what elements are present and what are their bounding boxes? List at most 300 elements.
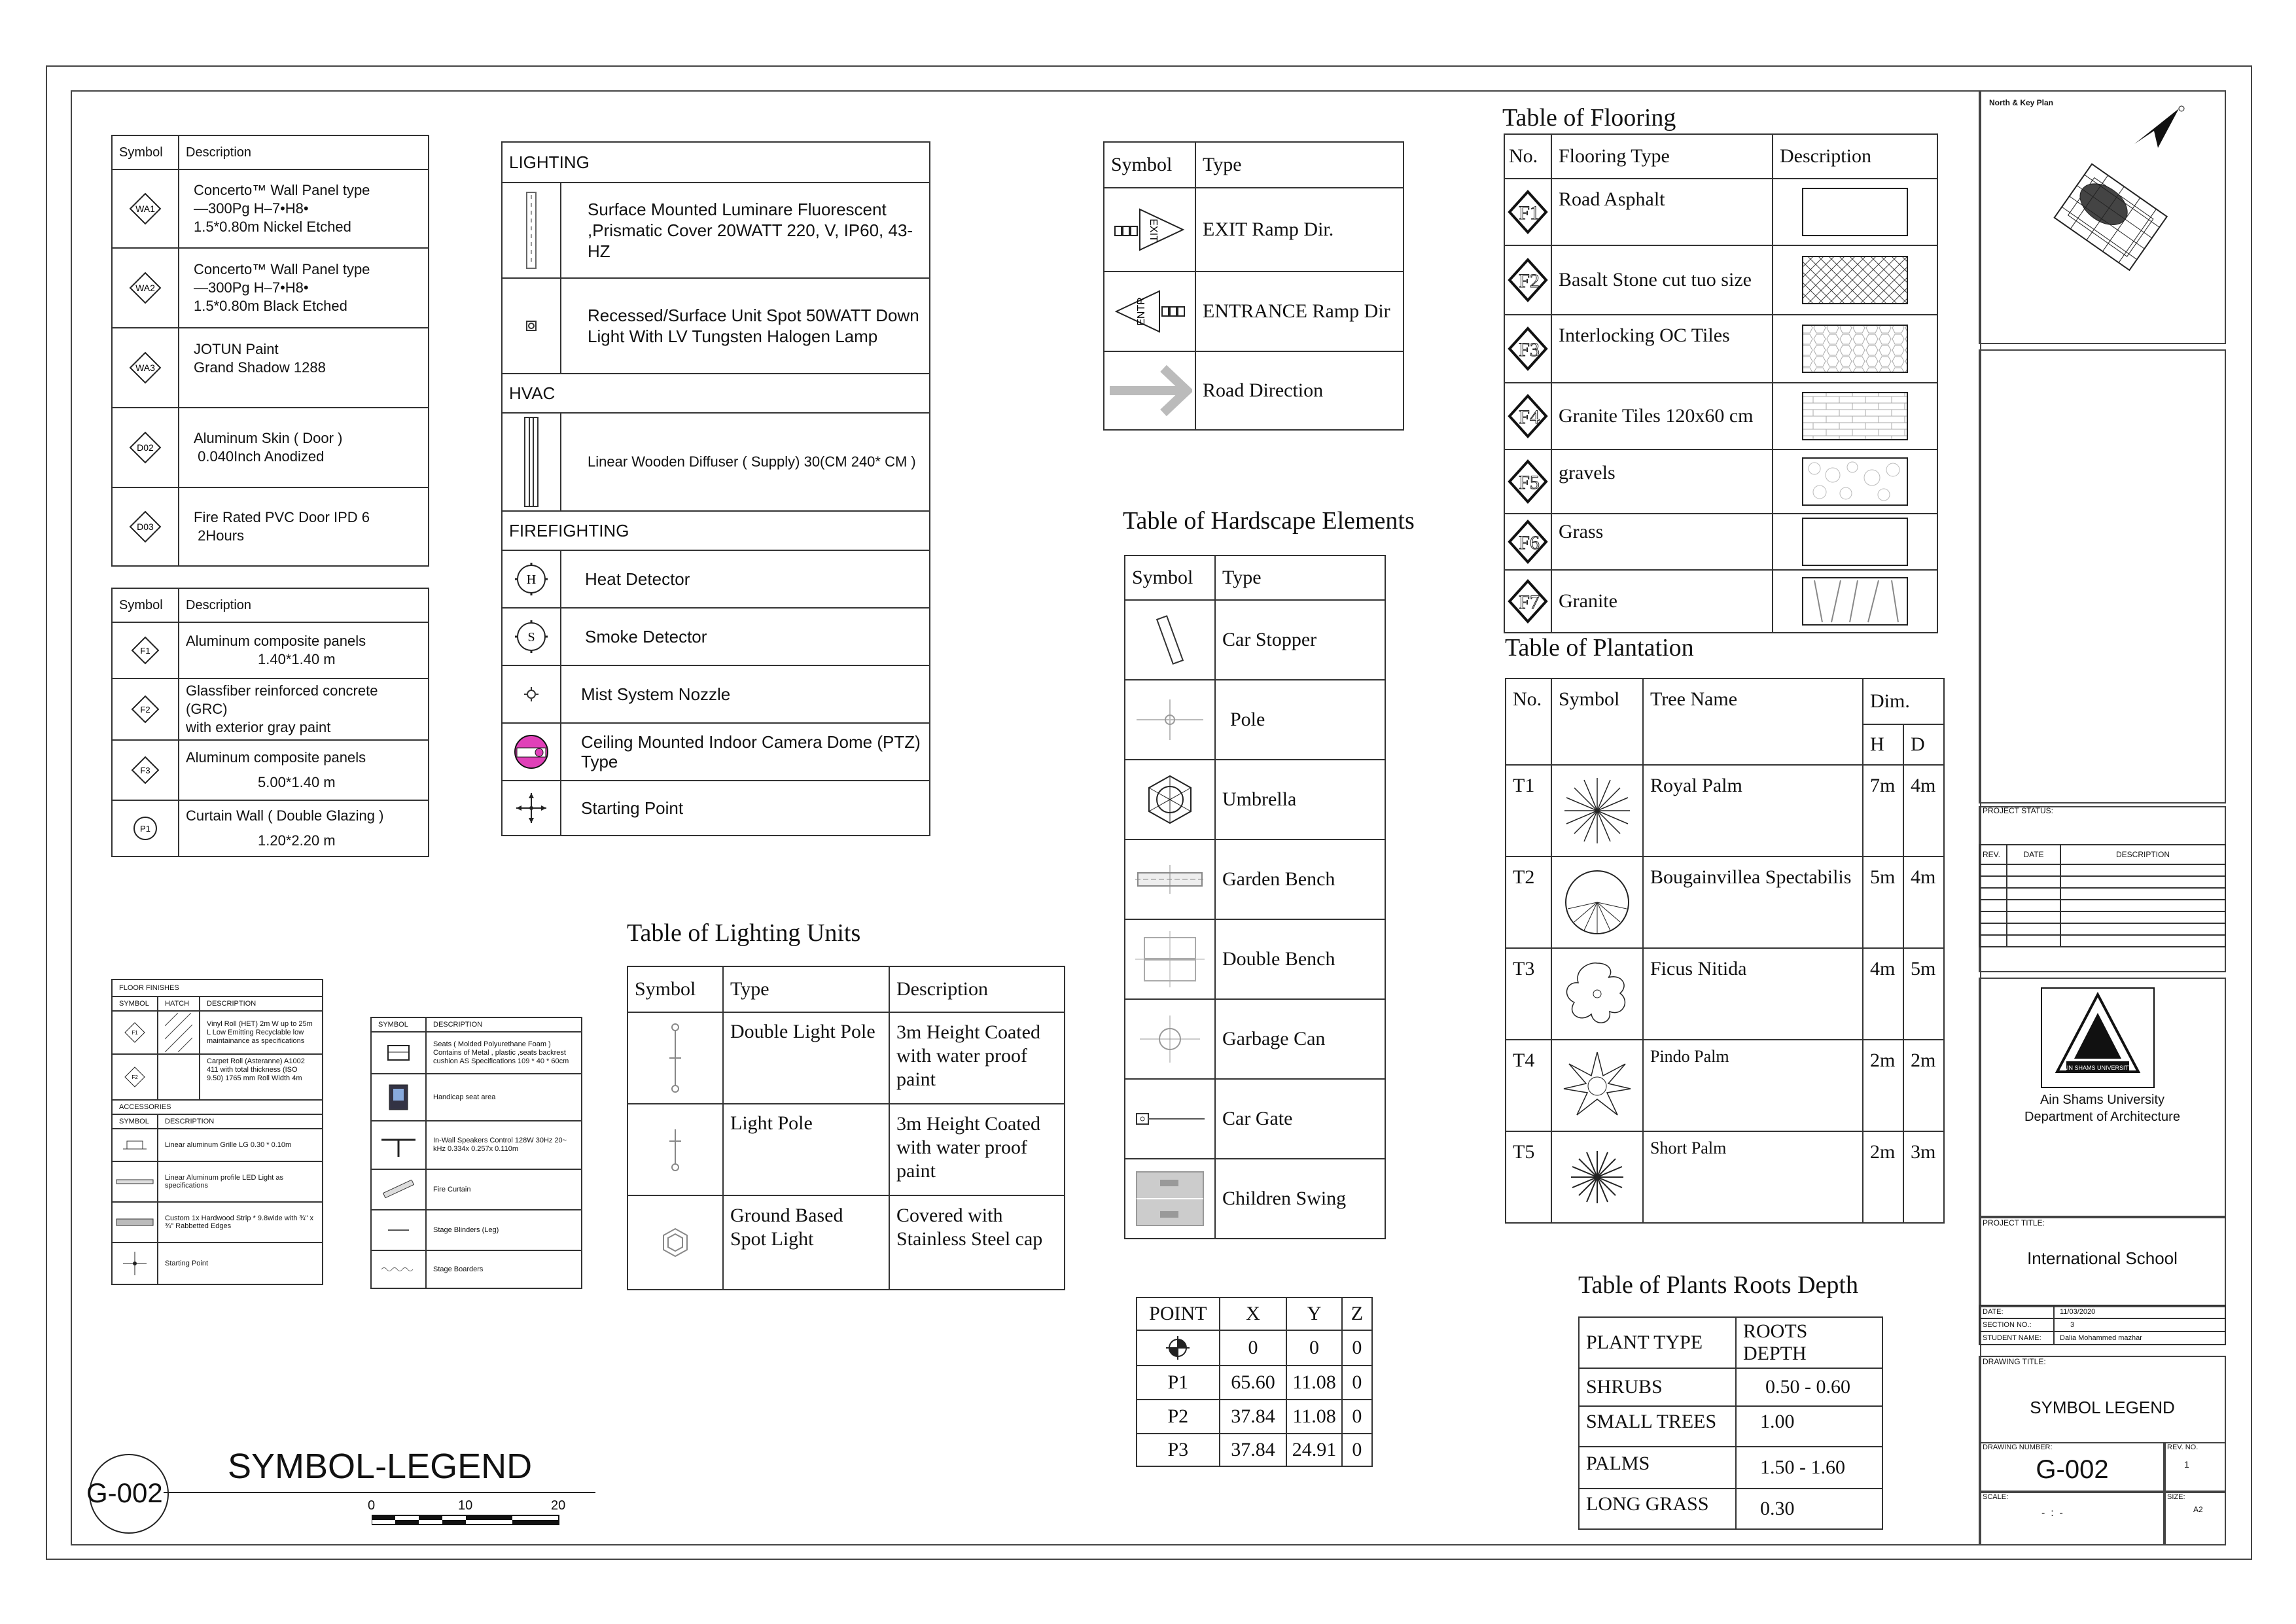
col-rev: REV. <box>1979 845 2007 864</box>
floor-code-marker <box>1504 315 1551 383</box>
grass-swatch <box>1773 514 1937 570</box>
desc-line: Glassfiber reinforced concrete (GRC) <box>186 682 378 717</box>
col-tree-name: Tree Name <box>1643 679 1863 765</box>
symbol-code: F2 <box>132 1074 138 1080</box>
symbol-code: F1 <box>140 646 150 656</box>
granite-swatch <box>1773 570 1937 633</box>
scale-bar <box>372 1514 561 1527</box>
fire-desc: Heat Detector <box>561 550 930 608</box>
date-value: 11/03/2020 <box>2054 1305 2225 1318</box>
col-symbol: Symbol <box>1104 142 1195 188</box>
symbol-code: F1 <box>1519 202 1540 224</box>
col-no: No. <box>1504 134 1551 179</box>
lighting-desc: Surface Mounted Luminare Fluorescent ,Prismatic Cover 20WATT 220, V, IP60, 43-HZ <box>561 183 930 278</box>
starting-point-icon <box>112 1243 158 1284</box>
desc-line: Fire Rated PVC Door IPD 6 <box>194 509 370 525</box>
plant-type: PALMS <box>1579 1447 1736 1489</box>
col-symbol: Symbol <box>627 966 723 1012</box>
point-x: 37.84 <box>1220 1400 1287 1434</box>
col-z: Z <box>1342 1297 1372 1330</box>
unit-desc: 3m Height Coated with water proof paint <box>889 1012 1065 1104</box>
lighting-units-title: Table of Lighting Units <box>627 919 861 947</box>
drawing-number-label: DRAWING NUMBER: <box>1983 1443 2053 1451</box>
curtain-wall-symbol <box>112 800 179 856</box>
hardscape-type: Garden Bench <box>1215 839 1385 919</box>
roots-depth: 0.50 - 0.60 <box>1736 1368 1882 1406</box>
point-y: 11.08 <box>1286 1400 1341 1434</box>
symbol-code: D03 <box>137 521 154 532</box>
hardscape-type: Umbrella <box>1215 760 1385 839</box>
revision-table <box>1979 844 2226 947</box>
car-gate-icon <box>1125 1079 1215 1159</box>
drawing-number: G-002 <box>2036 1455 2109 1484</box>
scale-tick-20: 20 <box>551 1498 566 1513</box>
section-label: SECTION NO.: <box>1979 1318 2054 1332</box>
double-light-pole-icon <box>627 1012 723 1104</box>
col-description: Description <box>179 588 429 622</box>
interlocking-swatch <box>1773 315 1937 383</box>
rev-cell <box>1979 876 2007 888</box>
desc-line: —300Pg H–7•H8• <box>194 200 309 217</box>
finish-symbol <box>112 1054 158 1100</box>
unit-type: Light Pole <box>723 1104 889 1195</box>
col-no: No. <box>1506 679 1551 765</box>
desc-line: JOTUN Paint <box>194 341 279 357</box>
col-roots-depth: ROOTS DEPTH <box>1736 1317 1882 1368</box>
drawing-title: SYMBOL LEGEND <box>2030 1398 2175 1417</box>
exit-label: EXIT <box>1148 219 1159 242</box>
wall-finishes-table <box>111 135 429 567</box>
hatch-swatch <box>158 1054 200 1100</box>
tree-no: T5 <box>1506 1131 1551 1223</box>
hardscape-type: Garbage Can <box>1215 999 1385 1079</box>
floor-finishes-title: FLOOR FINISHES <box>112 980 323 997</box>
rev-cell <box>2007 900 2060 911</box>
hardscape-type: Car Gate <box>1215 1079 1385 1159</box>
point-x: 65.60 <box>1220 1366 1287 1400</box>
rev-cell <box>2060 876 2225 888</box>
desc-line: Concerto™ Wall Panel type <box>194 261 370 277</box>
rev-cell <box>2060 900 2225 911</box>
point-z: 0 <box>1342 1434 1372 1466</box>
points-table <box>1136 1297 1373 1467</box>
col-point: POINT <box>1137 1297 1220 1330</box>
hardscape-type: Pole <box>1215 680 1385 760</box>
unit-type: Double Light Pole <box>723 1012 889 1104</box>
rev-cell <box>1979 923 2007 935</box>
section-firefighting: FIREFIGHTING <box>502 511 930 550</box>
unit-desc: 3m Height Coated with water proof paint <box>889 1104 1065 1195</box>
garden-bench-icon <box>1125 839 1215 919</box>
desc-line: Grand Shadow 1288 <box>194 359 326 376</box>
spot-downlight-icon <box>502 278 561 374</box>
pindo-palm-icon <box>1551 1040 1643 1131</box>
handicap-seat-icon <box>371 1074 426 1121</box>
entrance-ramp-icon <box>1104 272 1195 351</box>
symbol-code: F1 <box>132 1030 138 1036</box>
symbol-code: WA1 <box>135 203 155 214</box>
flooring-table <box>1504 133 1938 633</box>
scale-tick-10: 10 <box>458 1498 473 1513</box>
scale-label: SCALE: <box>1983 1493 2009 1501</box>
rev-cell <box>2007 888 2060 900</box>
flooring-type: Road Asphalt <box>1551 179 1773 245</box>
unit-type: Ground Based Spot Light <box>723 1195 889 1290</box>
student-label: STUDENT NAME: <box>1979 1332 2054 1345</box>
department-name: Department of Architecture <box>2024 1110 2180 1124</box>
col-symbol: Symbol <box>112 135 179 169</box>
col-plant-type: PLANT TYPE <box>1579 1317 1736 1368</box>
plant-type: SHRUBS <box>1579 1368 1736 1406</box>
col-flooring-type: Flooring Type <box>1551 134 1773 179</box>
project-info-table <box>1979 1305 2226 1345</box>
tree-d: 4m <box>1903 856 1944 948</box>
desc-line: Aluminum composite panels <box>186 749 366 766</box>
linear-diffuser-icon <box>502 413 561 511</box>
plant-type: SMALL TREES <box>1579 1406 1736 1447</box>
key-plan-label: North & Key Plan <box>1989 98 2054 107</box>
tree-no: T4 <box>1506 1040 1551 1131</box>
flooring-title: Table of Flooring <box>1502 104 1676 132</box>
north-arrow-icon <box>2133 105 2185 150</box>
desc-line: Concerto™ Wall Panel type <box>194 182 370 198</box>
road-direction-arrow-icon <box>1104 351 1195 430</box>
point-id: P2 <box>1137 1400 1220 1434</box>
tree-no: T2 <box>1506 856 1551 948</box>
wall-symbol <box>112 487 179 566</box>
fire-desc: Ceiling Mounted Indoor Camera Dome (PTZ) Type <box>561 723 930 781</box>
hvac-desc: Linear Wooden Diffuser ( Supply) 30(CM 240* CM ) <box>561 413 930 511</box>
double-bench-icon <box>1125 919 1215 999</box>
tree-d: 5m <box>1903 948 1944 1040</box>
accessory-desc: Linear aluminum Grille LG 0.30 * 0.10m <box>158 1129 323 1161</box>
scale-tick-0: 0 <box>368 1498 376 1513</box>
sheet-code: G-002 <box>86 1477 163 1508</box>
seat-icon <box>371 1032 426 1074</box>
desc-line: Curtain Wall ( Double Glazing ) <box>186 807 384 824</box>
symbol-code: F3 <box>1519 339 1540 361</box>
led-profile-icon <box>112 1161 158 1202</box>
point-z: 0 <box>1342 1330 1372 1366</box>
symbol-code: H <box>526 573 537 587</box>
ramp-direction-table <box>1103 141 1404 431</box>
plant-type: LONG GRASS <box>1579 1489 1736 1529</box>
col-description: Description <box>889 966 1065 1012</box>
symbol-code: F3 <box>140 766 150 775</box>
tree-h: 7m <box>1863 765 1903 856</box>
tree-name: Bougainvillea Spectabilis <box>1643 856 1863 948</box>
desc-line: with exterior gray paint <box>186 719 331 735</box>
col-x: X <box>1220 1297 1287 1330</box>
symbol-code: WA2 <box>135 283 155 293</box>
rev-cell <box>1979 900 2007 911</box>
rev-cell <box>2007 923 2060 935</box>
roots-depth-table <box>1578 1316 1883 1530</box>
logo-text: AIN SHAMS UNIVERSITY <box>2062 1065 2133 1071</box>
col-hatch: HATCH <box>158 997 200 1011</box>
bougainvillea-icon <box>1551 856 1643 948</box>
col-symbol: SYMBOL <box>112 1114 158 1129</box>
symbol-code: F7 <box>1519 591 1540 613</box>
smoke-detector-icon <box>502 608 561 665</box>
desc-line: 1.20*2.20 m <box>258 832 336 849</box>
ground-spot-light-icon <box>627 1195 723 1290</box>
seats-legend-table <box>370 1017 582 1289</box>
point-z: 0 <box>1342 1366 1372 1400</box>
rev-cell <box>1979 935 2007 947</box>
point-y: 24.91 <box>1286 1434 1341 1466</box>
section-value: 3 <box>2054 1318 2225 1332</box>
roots-depth-title: Table of Plants Roots Depth <box>1578 1271 1858 1299</box>
lighting-units-table <box>627 966 1065 1290</box>
desc-line: Aluminum composite panels <box>186 633 366 649</box>
symbol-code: S <box>527 630 535 644</box>
symbol-code: WA3 <box>135 362 155 373</box>
facade-symbol <box>112 679 179 740</box>
col-symbol: SYMBOL <box>112 997 158 1011</box>
desc-line: 0.040Inch Anodized <box>194 448 325 465</box>
ficus-icon <box>1551 948 1643 1040</box>
children-swing-icon <box>1125 1159 1215 1239</box>
floor-code-marker <box>1504 514 1551 570</box>
light-pole-icon <box>627 1104 723 1195</box>
entrance-label: ENTR <box>1136 297 1147 326</box>
floor-code-marker <box>1504 179 1551 245</box>
col-date: DATE <box>2007 845 2060 864</box>
granite-tiles-swatch <box>1773 383 1937 450</box>
plantation-table <box>1505 678 1945 1224</box>
wall-symbol <box>112 408 179 487</box>
tree-d: 3m <box>1903 1131 1944 1223</box>
tree-no: T3 <box>1506 948 1551 1040</box>
gravels-swatch <box>1773 450 1937 514</box>
point-x: 0 <box>1220 1330 1287 1366</box>
royal-palm-icon <box>1551 765 1643 856</box>
rev-cell <box>2007 911 2060 923</box>
mist-nozzle-icon <box>502 665 561 723</box>
accessories-title: ACCESSORIES <box>112 1100 323 1114</box>
rev-cell <box>2060 864 2225 876</box>
section-hvac: HVAC <box>502 374 930 413</box>
lighting-desc: Recessed/Surface Unit Spot 50WATT Down Light With LV Tungsten Halogen Lamp <box>561 278 930 374</box>
accessory-desc: Starting Point <box>158 1243 323 1284</box>
sheet-title: SYMBOL-LEGEND <box>228 1447 533 1486</box>
point-id: P1 <box>1137 1366 1220 1400</box>
flooring-type: Granite <box>1551 570 1773 633</box>
floor-code-marker <box>1504 245 1551 315</box>
col-description: DESCRIPTION <box>158 1114 323 1129</box>
rev-no-label: REV. NO. <box>2167 1443 2199 1451</box>
hatch-swatch <box>158 1011 200 1054</box>
seat-desc: Fire Curtain <box>426 1169 582 1210</box>
rev-cell <box>2007 864 2060 876</box>
umbrella-icon <box>1125 760 1215 839</box>
tree-name: Pindo Palm <box>1643 1040 1863 1131</box>
desc-line: 1.5*0.80m Black Etched <box>194 298 347 314</box>
date-label: DATE: <box>1979 1305 2054 1318</box>
size-value: A2 <box>2193 1505 2203 1514</box>
mep-legend-table <box>501 141 930 836</box>
accessory-desc: Custom 1x Hardwood Strip * 9.8wide with ¾" x ¾" Rabbetted Edges <box>158 1202 323 1243</box>
hardscape-type: Car Stopper <box>1215 600 1385 680</box>
student-value: Dalia Mohammed mazhar <box>2054 1332 2225 1345</box>
fire-curtain-icon <box>371 1169 426 1210</box>
symbol-code: F2 <box>1519 270 1540 292</box>
col-type: Type <box>1195 142 1404 188</box>
roots-depth: 1.00 <box>1736 1406 1882 1447</box>
desc-line: 1.5*0.80m Nickel Etched <box>194 219 351 235</box>
fire-desc: Mist System Nozzle <box>561 665 930 723</box>
col-symbol: Symbol <box>112 588 179 622</box>
car-stopper-icon <box>1125 600 1215 680</box>
seat-desc: In-Wall Speakers Control 128W 30Hz 20~ kHz 0.334x 0.257x 0.110m <box>426 1121 582 1169</box>
col-description: Description <box>1773 134 1937 179</box>
accessory-desc: Linear Aluminum profile LED Light as specifications <box>158 1161 323 1202</box>
tree-name: Ficus Nitida <box>1643 948 1863 1040</box>
floor-code-marker <box>1504 383 1551 450</box>
university-name: Ain Shams University <box>2040 1093 2165 1107</box>
col-symbol: Symbol <box>1125 556 1215 600</box>
point-x: 37.84 <box>1220 1434 1287 1466</box>
title-underline <box>164 1492 595 1493</box>
facade-materials-table <box>111 588 429 857</box>
symbol-code: F6 <box>1519 532 1540 554</box>
tree-h: 2m <box>1863 1131 1903 1223</box>
rev-cell <box>2007 935 2060 947</box>
unit-desc: Covered with Stainless Steel cap <box>889 1195 1065 1290</box>
stage-blinder-icon <box>371 1210 426 1250</box>
wall-symbol <box>112 169 179 248</box>
short-palm-icon <box>1551 1131 1643 1223</box>
ramp-type: Road Direction <box>1195 351 1404 430</box>
key-plan-drawing <box>2035 157 2179 288</box>
wall-symbol <box>112 248 179 328</box>
university-logo <box>2040 987 2155 1089</box>
roots-depth: 1.50 - 1.60 <box>1736 1447 1882 1489</box>
symbol-code: F4 <box>1519 406 1540 428</box>
point-id: P3 <box>1137 1434 1220 1466</box>
project-title: International School <box>2027 1248 2178 1268</box>
project-title-label: PROJECT TITLE: <box>1983 1218 2045 1227</box>
col-y: Y <box>1286 1297 1341 1330</box>
col-h: H <box>1863 724 1903 765</box>
flooring-type: Interlocking OC Tiles <box>1551 315 1773 383</box>
tree-h: 4m <box>1863 948 1903 1040</box>
desc-line: Aluminum Skin ( Door ) <box>194 430 343 446</box>
rev-cell <box>1979 911 2007 923</box>
facade-symbol <box>112 622 179 679</box>
tree-d: 4m <box>1903 765 1944 856</box>
size-label: SIZE: <box>2167 1493 2185 1501</box>
point-y: 11.08 <box>1286 1366 1341 1400</box>
symbol-code: F2 <box>140 705 150 715</box>
plantation-title: Table of Plantation <box>1505 634 1694 662</box>
origin-point-icon <box>1137 1330 1220 1366</box>
fire-desc: Starting Point <box>561 781 930 836</box>
point-y: 0 <box>1286 1330 1341 1366</box>
hardscape-type: Children Swing <box>1215 1159 1385 1239</box>
facade-symbol <box>112 740 179 800</box>
rev-cell <box>2007 876 2060 888</box>
rev-cell <box>1979 888 2007 900</box>
rev-cell <box>2060 935 2225 947</box>
scale-value: - : - <box>2041 1508 2063 1519</box>
tree-h: 2m <box>1863 1040 1903 1131</box>
symbol-code: P1 <box>140 824 150 834</box>
desc-line: 5.00*1.40 m <box>258 774 336 790</box>
col-dim: Dim. <box>1863 679 1944 724</box>
fluorescent-luminaire-icon <box>502 183 561 278</box>
col-d: D <box>1903 724 1944 765</box>
point-z: 0 <box>1342 1400 1372 1434</box>
col-description: DESCRIPTION <box>2060 845 2225 864</box>
hardwood-strip-icon <box>112 1202 158 1243</box>
ramp-type: ENTRANCE Ramp Dir <box>1195 272 1404 351</box>
tree-name: Royal Palm <box>1643 765 1863 856</box>
roots-depth: 0.30 <box>1736 1489 1882 1529</box>
pole-icon <box>1125 680 1215 760</box>
desc-line: 2Hours <box>194 527 245 544</box>
flooring-type: Basalt Stone cut tuo size <box>1551 245 1773 315</box>
section-lighting: LIGHTING <box>502 142 930 183</box>
col-description: DESCRIPTION <box>200 997 323 1011</box>
rev-cell <box>1979 864 2007 876</box>
rev-cell <box>2060 923 2225 935</box>
stage-boarder-icon <box>371 1250 426 1288</box>
seat-desc: Stage Blinders (Leg) <box>426 1210 582 1250</box>
col-description: DESCRIPTION <box>426 1017 582 1032</box>
ramp-type: EXIT Ramp Dir. <box>1195 188 1404 272</box>
rev-cell <box>2060 888 2225 900</box>
drawing-title-label: DRAWING TITLE: <box>1983 1357 2046 1366</box>
finish-desc: Vinyl Roll (HET) 2m W up to 25m L Low Emitting Recyclable low maintainance as specifications <box>200 1011 323 1054</box>
floor-finishes-table <box>111 979 323 1285</box>
symbol-code: D02 <box>137 442 154 453</box>
col-type: Type <box>1215 556 1385 600</box>
symbol-code: F5 <box>1519 472 1540 493</box>
rev-no: 1 <box>2184 1459 2189 1470</box>
finish-symbol <box>112 1011 158 1054</box>
tree-name: Short Palm <box>1643 1131 1863 1223</box>
floor-code-marker <box>1504 450 1551 514</box>
garbage-can-icon <box>1125 999 1215 1079</box>
seat-desc: Seats ( Molded Polyurethane Foam ) Contains of Metal , plastic ,seats backrest cushion AS Specifications 109 * 40 * 60cm <box>426 1032 582 1074</box>
col-description: Description <box>179 135 429 169</box>
flooring-type: Grass <box>1551 514 1773 570</box>
seat-desc: Handicap seat area <box>426 1074 582 1121</box>
basalt-swatch <box>1773 245 1937 315</box>
col-type: Type <box>723 966 889 1012</box>
flooring-type: gravels <box>1551 450 1773 514</box>
exit-ramp-icon <box>1104 188 1195 272</box>
hardscape-type: Double Bench <box>1215 919 1385 999</box>
desc-line: —300Pg H–7•H8• <box>194 279 309 296</box>
col-symbol: Symbol <box>1551 679 1643 765</box>
desc-line: 1.40*1.40 m <box>258 651 336 667</box>
finish-desc: Carpet Roll (Asteranne) A1002 411 with total thickness (ISO 9.50) 1765 mm Roll Width 4m <box>200 1054 323 1100</box>
heat-detector-icon <box>502 550 561 608</box>
hardscape-title: Table of Hardscape Elements <box>1123 507 1415 535</box>
hardscape-table <box>1124 555 1386 1239</box>
asphalt-swatch <box>1773 179 1937 245</box>
project-status-label: PROJECT STATUS: <box>1983 806 2054 815</box>
seat-desc: Stage Boarders <box>426 1250 582 1288</box>
flooring-type: Granite Tiles 120x60 cm <box>1551 383 1773 450</box>
notes-box <box>1979 349 2226 803</box>
grille-icon <box>112 1129 158 1161</box>
speaker-icon <box>371 1121 426 1169</box>
wall-symbol <box>112 328 179 408</box>
